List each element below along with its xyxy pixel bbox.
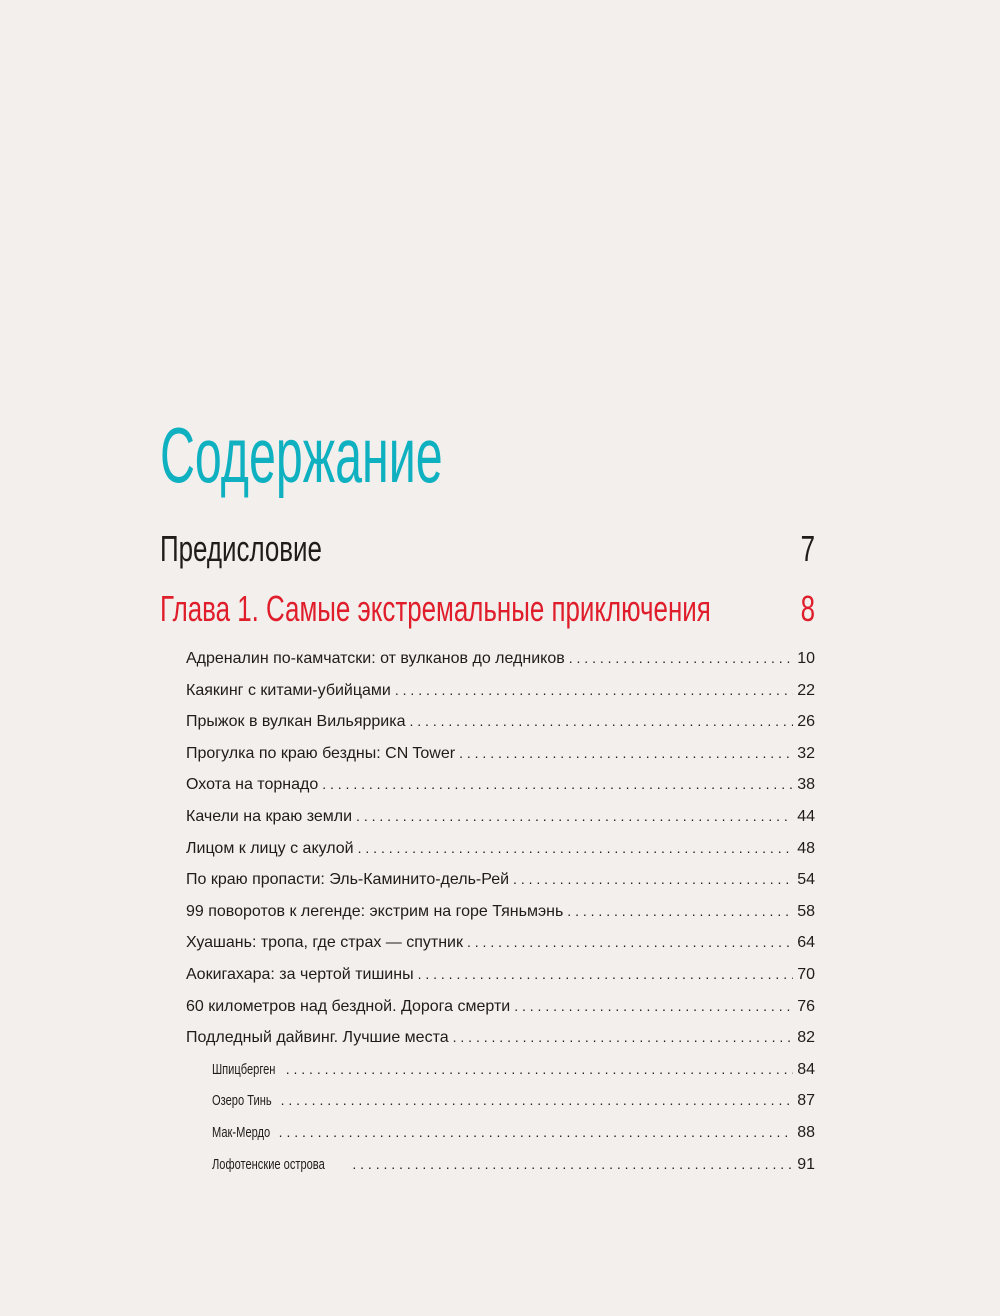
toc-entry[interactable]	[186, 769, 815, 801]
toc-subentry-page: 91	[797, 1155, 815, 1173]
toc-entry-label: По краю пропасти: Эль-Каминито-дель-Рей	[186, 871, 510, 889]
toc-entry-label: Подледный дайвинг. Лучшие места	[186, 1029, 449, 1047]
preface-page-number: 7	[800, 528, 815, 569]
toc-entry-page: 38	[797, 776, 815, 794]
dot-leader	[409, 706, 793, 738]
toc-entry-label: Прыжок в вулкан Вильяррика	[186, 713, 406, 731]
toc-entry[interactable]	[186, 643, 815, 675]
dot-leader	[286, 1054, 793, 1086]
toc-entry[interactable]	[186, 864, 815, 896]
toc-entry[interactable]	[186, 896, 815, 928]
toc-entry-page: 54	[797, 871, 815, 889]
toc-entry[interactable]	[186, 738, 815, 770]
dot-leader	[356, 801, 793, 833]
toc-entry-label: Хуашань: тропа, где страх — спутник	[186, 934, 463, 952]
toc-entry-page: 82	[797, 1029, 815, 1047]
toc-subentry[interactable]	[186, 1149, 815, 1181]
toc-entry-label: Адреналин по-камчатски: от вулканов до ледников	[186, 650, 565, 667]
toc-entry-label: Прогулка по краю бездны: CN Tower	[186, 744, 456, 762]
dot-leader	[395, 675, 793, 707]
toc-entry-label: 60 километров над бездной. Дорога смерти	[186, 997, 511, 1015]
toc-entry-label: Лицом к лицу с акулой	[186, 839, 354, 857]
toc-subentry-label: Мак-Мердо	[212, 1123, 271, 1141]
chapter-label: Глава 1. Самые экстремальные приключения	[160, 588, 711, 629]
toc-entry-page: 22	[797, 681, 815, 699]
dot-leader	[281, 1085, 794, 1117]
toc-entry[interactable]	[186, 833, 815, 865]
dot-leader	[459, 738, 793, 770]
dot-leader	[352, 1149, 793, 1181]
dot-leader	[514, 991, 793, 1023]
page-title: Содержание	[160, 411, 443, 499]
toc-entry-page: 76	[797, 997, 815, 1015]
toc-entry-label: 99 поворотов к легенде: экстрим на горе Тяньмэнь	[186, 902, 564, 920]
chapter-page-number: 8	[800, 588, 815, 629]
preface-label: Предисловие	[160, 528, 322, 569]
dot-leader	[567, 896, 793, 928]
dot-leader	[279, 1117, 794, 1149]
dot-leader	[467, 927, 793, 959]
toc-entry-label: Каякинг с китами-убийцами	[186, 681, 391, 699]
toc-entry[interactable]	[186, 801, 815, 833]
toc-entry-page: 70	[797, 965, 815, 983]
toc-subentry[interactable]	[186, 1054, 815, 1086]
toc-entry[interactable]	[186, 959, 815, 991]
dot-leader	[418, 959, 794, 991]
toc-subentry-page: 87	[797, 1092, 815, 1110]
toc-subentry-label: Озеро Тинь	[212, 1092, 272, 1110]
toc-subentry-page: 84	[797, 1060, 815, 1078]
dot-leader	[569, 643, 793, 675]
toc-entry-page: 26	[797, 713, 815, 731]
toc-entry-page: 44	[797, 807, 815, 825]
toc-entry[interactable]	[186, 927, 815, 959]
toc-entry-page: 64	[797, 934, 815, 952]
toc-entry[interactable]	[186, 1022, 815, 1054]
toc-entry[interactable]	[186, 675, 815, 707]
toc-subentry-label: Шпицберген	[212, 1060, 276, 1078]
toc-subentry-page: 88	[797, 1123, 815, 1141]
dot-leader	[513, 864, 793, 896]
toc-preface[interactable]	[160, 524, 815, 574]
toc-entry-label: Охота на торнадо	[186, 776, 319, 794]
toc-entry-page: 10	[797, 650, 815, 667]
toc-subentry[interactable]	[186, 1085, 815, 1117]
toc-subentry[interactable]	[186, 1117, 815, 1149]
dot-leader	[358, 833, 794, 865]
toc-subentry-label: Лофотенские острова	[212, 1155, 325, 1173]
toc-entry[interactable]	[186, 706, 815, 738]
toc-entries-list	[186, 643, 815, 1180]
toc-entry[interactable]	[186, 991, 815, 1023]
toc-entry-page: 32	[797, 744, 815, 762]
dot-leader	[322, 769, 793, 801]
dot-leader	[453, 1022, 794, 1054]
toc-entry-page: 48	[797, 839, 815, 857]
toc-entry-label: Качели на краю земли	[186, 807, 353, 825]
toc-chapter-1[interactable]	[160, 584, 815, 634]
toc-entry-page: 58	[797, 902, 815, 920]
toc-entry-label: Аокигахара: за чертой тишины	[186, 965, 414, 983]
